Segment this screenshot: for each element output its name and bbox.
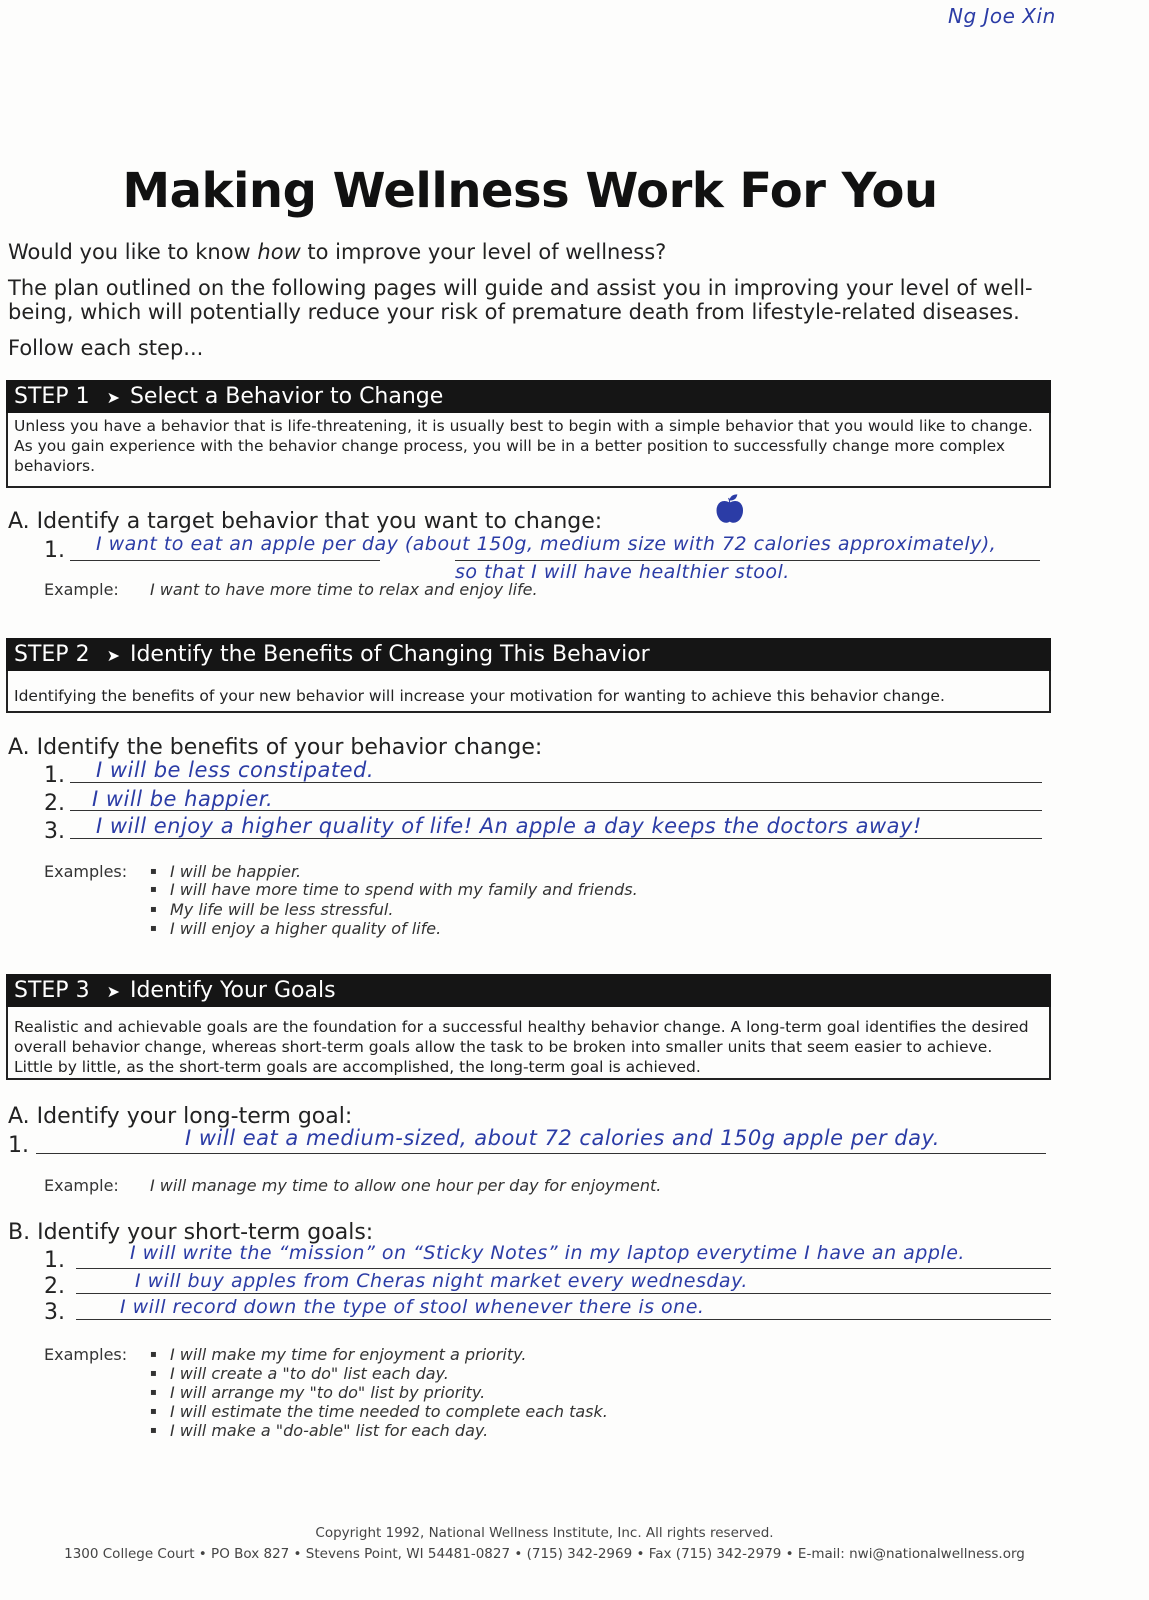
long-term-example: I will manage my time to allow one hour per day for enjoyment.: [150, 1176, 662, 1195]
example-item: ▪ I will create a "to do" list each day.: [170, 1364, 449, 1383]
step1-answer-line2[interactable]: so that I will have healthier stool.: [455, 561, 790, 583]
benefit-num: 1.: [44, 763, 65, 788]
intro-plan-2: being, which will potentially reduce your risk of premature death from lifestyle-related diseases.: [8, 300, 1020, 324]
step1-title: Select a Behavior to Change: [129, 384, 444, 409]
copyright: Copyright 1992, National Wellness Institute, Inc. All rights reserved.: [315, 1525, 774, 1541]
desc-line: behaviors.: [14, 457, 96, 475]
intro-question-post: to improve your level of wellness?: [300, 240, 667, 264]
step1-num: 1.: [44, 538, 65, 563]
examples-label: Examples:: [44, 862, 128, 881]
benefit-num: 2.: [44, 791, 65, 816]
benefit-answer-2[interactable]: I will be happier.: [92, 787, 274, 811]
step3-header: [6, 974, 1051, 1007]
short-term-num: 3.: [44, 1300, 65, 1325]
step3-label: STEP 3: [14, 978, 90, 1003]
intro-question-emphasis: how: [257, 240, 301, 264]
address: 1300 College Court • PO Box 827 • Stevens Point, WI 54481-0827 • (715) 342-2969 • Fax (715) 342-2979 • E-mail: nwi@nationalwellness.org: [64, 1546, 1025, 1562]
desc-line: Realistic and achievable goals are the foundation for a successful healthy behavior change. A long-term goal identifies the desired: [14, 1018, 1029, 1036]
short-term-num: 1.: [44, 1248, 65, 1273]
student-name-handwritten: Ng Joe Xin: [948, 4, 1056, 28]
desc-line: overall behavior change, whereas short-term goals allow the task to be broken into smaller units that seem easier to achieve.: [14, 1038, 993, 1056]
intro-question: [8, 240, 666, 264]
example-item: ▪ I will estimate the time needed to complete each task.: [170, 1402, 608, 1421]
example-item: ▪ I will arrange my "to do" list by priority.: [170, 1383, 485, 1402]
arrow-icon: ➤: [106, 646, 120, 665]
page-title: Making Wellness Work For You: [122, 163, 938, 219]
short-term-answer-1[interactable]: I will write the “mission” on “Sticky Notes” in my laptop everytime I have an apple.: [130, 1242, 965, 1264]
step2-header: [6, 638, 1051, 671]
intro-plan-1: The plan outlined on the following pages will guide and assist you in improving your level of well-: [8, 276, 1033, 300]
desc-line: Little by little, as the short-term goals are accomplished, the long-term goal is achieved.: [14, 1058, 701, 1076]
step2-label: STEP 2: [14, 642, 90, 667]
short-term-num: 2.: [44, 1274, 65, 1299]
step1-prompt: A. Identify a target behavior that you want to change:: [8, 509, 603, 534]
benefit-answer-1[interactable]: I will be less constipated.: [96, 758, 375, 782]
examples-label: Examples:: [44, 1345, 128, 1364]
step2-prompt: A. Identify the benefits of your behavior change:: [8, 735, 543, 760]
step1-description: [6, 413, 1051, 488]
desc-line: As you gain experience with the behavior change process, you will be in a better position to successfully change more complex: [14, 437, 1006, 455]
intro-follow: Follow each step...: [8, 336, 204, 360]
example-label: Example:: [44, 1176, 119, 1195]
step2-title: Identify the Benefits of Changing This Behavior: [129, 642, 650, 667]
step3-description: [6, 1007, 1051, 1080]
example-item: ▪ My life will be less stressful.: [170, 900, 393, 919]
example-item: ▪ I will make a "do-able" list for each day.: [170, 1421, 488, 1440]
long-term-answer[interactable]: I will eat a medium-sized, about 72 calories and 150g apple per day.: [185, 1126, 940, 1150]
step3-title: Identify Your Goals: [129, 978, 336, 1003]
step1-example-label: Example:: [44, 580, 119, 599]
example-item: ▪ I will be happier.: [170, 862, 301, 881]
long-term-num: 1.: [8, 1133, 29, 1158]
apple-doodle-icon: 🍎︎: [712, 492, 748, 525]
long-term-prompt: A. Identify your long-term goal:: [8, 1104, 353, 1129]
step2-description: Identifying the benefits of your new behavior will increase your motivation for wanting to achieve this behavior change.: [6, 671, 1051, 713]
example-item: ▪ I will make my time for enjoyment a priority.: [170, 1345, 526, 1364]
arrow-icon: ➤: [106, 982, 120, 1001]
example-item: ▪ I will have more time to spend with my family and friends.: [170, 880, 638, 899]
example-item: ▪ I will enjoy a higher quality of life.: [170, 919, 441, 938]
benefit-answer-3[interactable]: I will enjoy a higher quality of life! An apple a day keeps the doctors away!: [96, 814, 922, 838]
step1-example: I want to have more time to relax and enjoy life.: [150, 580, 538, 599]
step1-label: STEP 1: [14, 384, 90, 409]
step1-header: [6, 380, 1051, 413]
intro-question-pre: Would you like to know: [8, 240, 258, 264]
desc-line: Unless you have a behavior that is life-threatening, it is usually best to begin with a simple behavior that you would like to change.: [14, 417, 1033, 435]
short-term-answer-3[interactable]: I will record down the type of stool whenever there is one.: [120, 1296, 705, 1318]
arrow-icon: ➤: [106, 388, 120, 407]
short-term-prompt: B. Identify your short-term goals:: [8, 1220, 374, 1245]
benefit-num: 3.: [44, 819, 65, 844]
short-term-answer-2[interactable]: I will buy apples from Cheras night market every wednesday.: [135, 1270, 748, 1292]
step1-answer-line1[interactable]: I want to eat an apple per day (about 150g, medium size with 72 calories approximately),: [96, 533, 997, 555]
